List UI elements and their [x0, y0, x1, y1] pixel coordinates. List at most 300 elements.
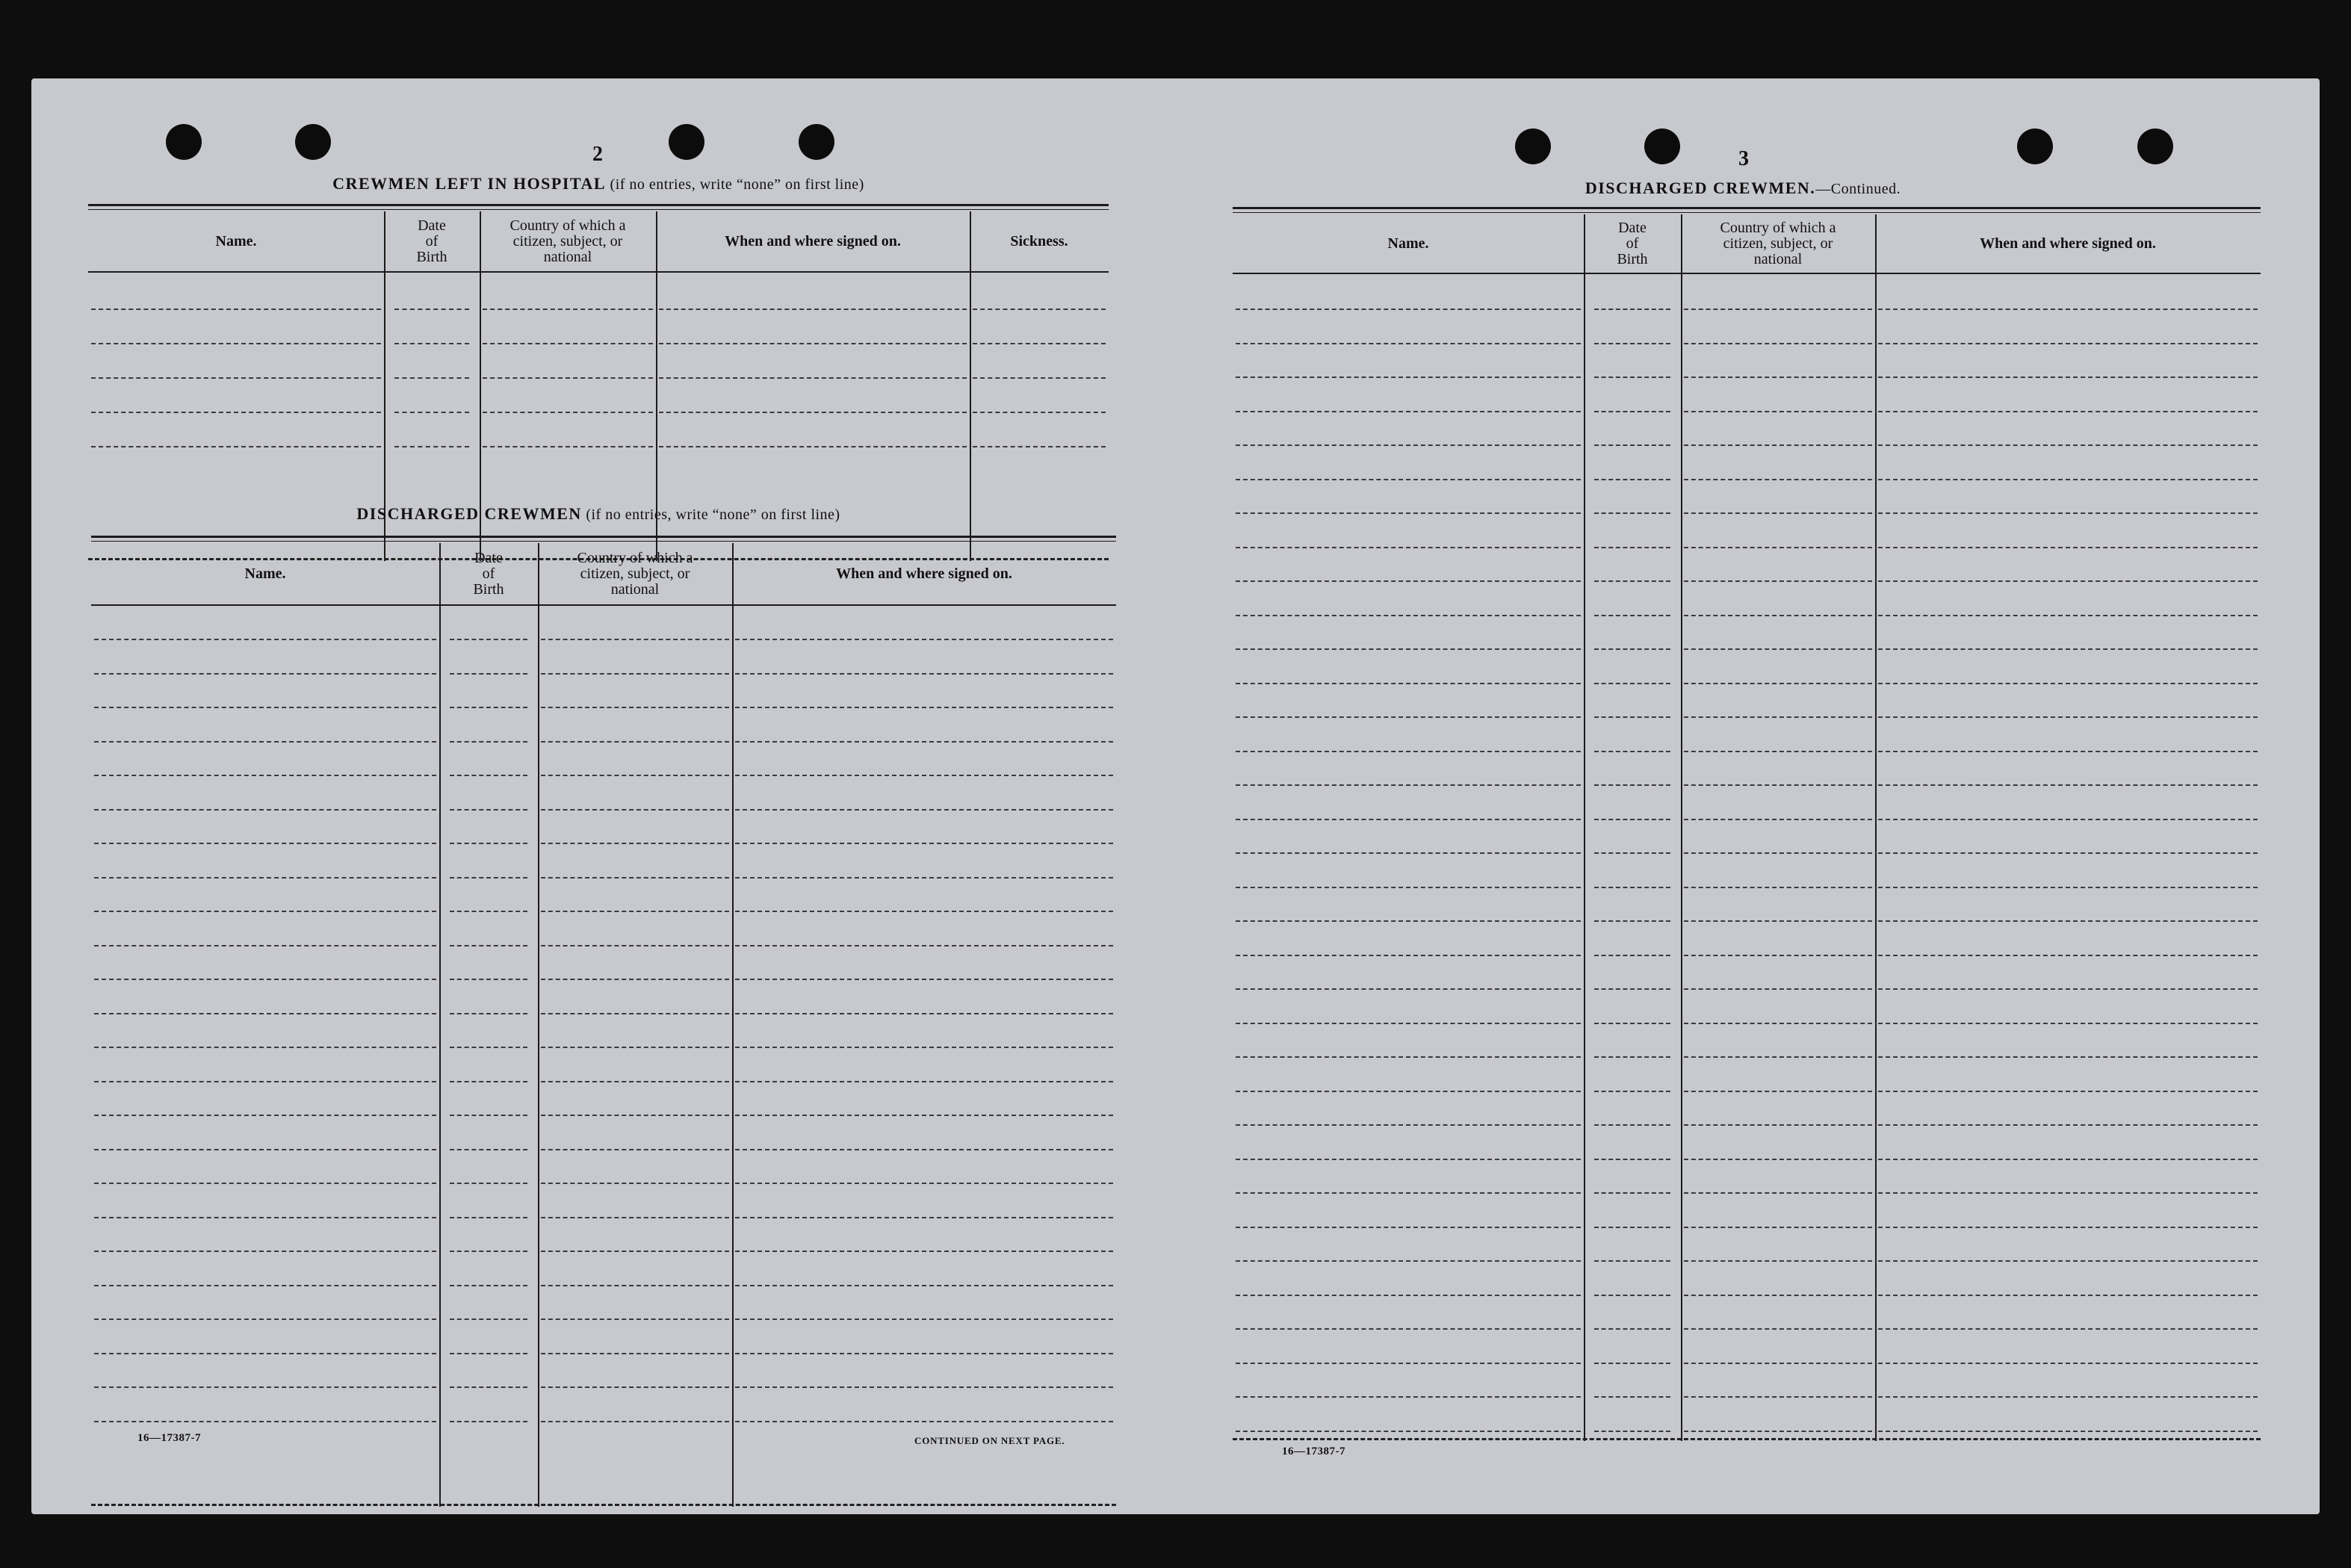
blank-entry-line: [94, 707, 436, 708]
blank-entry-line: [541, 945, 729, 946]
hospital-title-note: (if no entries, write “none” on first line): [610, 176, 864, 193]
column-header-country: Country of which a citizen, subject, or national: [1720, 219, 1836, 267]
column-header-country: Country of which a citizen, subject, or national: [577, 549, 693, 598]
blank-entry-line: [1236, 512, 1581, 514]
table-top-rule: [1233, 207, 2261, 209]
blank-entry-line: [1594, 411, 1670, 412]
punch-hole: [2017, 128, 2053, 164]
blank-entry-line: [1878, 852, 2258, 854]
column-divider: [1681, 214, 1682, 1441]
blank-entry-line: [1684, 784, 1872, 786]
blank-entry-line: [1878, 1192, 2258, 1194]
blank-entry-line: [1878, 1023, 2258, 1024]
continued-on-next-page-note: CONTINUED ON NEXT PAGE.: [914, 1435, 1065, 1446]
blank-entry-line: [1684, 955, 1872, 956]
blank-entry-line: [1878, 1227, 2258, 1228]
blank-entry-line: [1236, 852, 1581, 854]
blank-entry-line: [1878, 547, 2258, 548]
blank-entry-line: [1594, 1396, 1670, 1398]
blank-entry-line: [735, 707, 1113, 708]
blank-entry-line: [1236, 1431, 1581, 1432]
blank-entry-line: [541, 1183, 729, 1184]
blank-entry-line: [1594, 1260, 1670, 1262]
blank-entry-line: [450, 741, 527, 743]
blank-entry-line: [94, 877, 436, 878]
blank-entry-line: [735, 1047, 1113, 1048]
blank-entry-line: [483, 343, 653, 344]
blank-entry-line: [1684, 1260, 1872, 1262]
column-divider: [1875, 214, 1877, 1441]
discharged-continued-table: [1233, 207, 2261, 1441]
blank-entry-line: [91, 412, 381, 413]
blank-entry-line: [94, 1217, 436, 1218]
blank-entry-line: [1236, 444, 1581, 446]
blank-entry-line: [735, 1115, 1113, 1116]
blank-entry-line: [1594, 1124, 1670, 1126]
hospital-table-title: [88, 174, 1109, 193]
blank-entry-line: [1236, 920, 1581, 922]
blank-entry-line: [94, 1149, 436, 1150]
blank-entry-line: [450, 1115, 527, 1116]
blank-entry-line: [450, 1217, 527, 1218]
blank-entry-line: [94, 1318, 436, 1320]
punch-hole: [799, 124, 834, 160]
blank-entry-line: [1236, 784, 1581, 786]
table-top-rule: [88, 209, 1109, 210]
blank-entry-line: [1594, 1431, 1670, 1432]
blank-entry-line: [1236, 479, 1581, 480]
blank-entry-line: [1684, 648, 1872, 650]
blank-entry-line: [1236, 751, 1581, 752]
blank-entry-line: [735, 639, 1113, 640]
blank-entry-line: [1878, 615, 2258, 616]
blank-entry-line: [450, 843, 527, 844]
blank-entry-line: [94, 809, 436, 811]
blank-entry-line: [1684, 716, 1872, 718]
blank-entry-line: [94, 1285, 436, 1286]
blank-entry-line: [1594, 716, 1670, 718]
column-header-name: Name.: [244, 565, 286, 582]
blank-entry-line: [735, 911, 1113, 912]
blank-entry-line: [450, 1251, 527, 1252]
blank-entry-line: [1684, 1328, 1872, 1330]
table-top-rule: [91, 541, 1116, 542]
discharged-continued-title: [1233, 179, 2253, 198]
blank-entry-line: [450, 1149, 527, 1150]
blank-entry-line: [1878, 819, 2258, 820]
blank-entry-line: [1684, 376, 1872, 378]
blank-entry-line: [1684, 683, 1872, 684]
column-divider: [1584, 214, 1585, 1441]
blank-entry-line: [450, 911, 527, 912]
blank-entry-line: [1594, 683, 1670, 684]
blank-entry-line: [450, 979, 527, 980]
blank-entry-line: [94, 979, 436, 980]
blank-entry-line: [1878, 751, 2258, 752]
blank-entry-line: [735, 1318, 1113, 1320]
blank-entry-line: [1594, 887, 1670, 888]
blank-entry-line: [1236, 1124, 1581, 1126]
blank-entry-line: [1684, 1227, 1872, 1228]
blank-entry-line: [1594, 479, 1670, 480]
column-divider: [439, 543, 441, 1507]
blank-entry-line: [94, 1047, 436, 1048]
blank-entry-line: [735, 945, 1113, 946]
blank-entry-line: [1236, 1295, 1581, 1296]
punch-hole: [2137, 128, 2173, 164]
blank-entry-line: [1594, 852, 1670, 854]
blank-entry-line: [91, 309, 381, 310]
discharged-title-bold: DISCHARGED CREWMEN: [356, 504, 582, 523]
column-header-sickness: Sickness.: [1010, 232, 1068, 250]
column-divider: [538, 543, 539, 1507]
blank-entry-line: [1878, 309, 2258, 310]
blank-entry-line: [1594, 920, 1670, 922]
blank-entry-line: [1594, 988, 1670, 990]
blank-entry-line: [1878, 1056, 2258, 1058]
blank-entry-line: [394, 343, 469, 344]
blank-entry-line: [735, 741, 1113, 743]
blank-entry-line: [94, 1081, 436, 1082]
blank-entry-line: [1878, 1431, 2258, 1432]
blank-entry-line: [94, 775, 436, 776]
header-rule: [91, 604, 1116, 606]
blank-entry-line: [1236, 1363, 1581, 1364]
column-header-name: Name.: [215, 232, 257, 250]
blank-entry-line: [1878, 1124, 2258, 1126]
blank-entry-line: [1878, 988, 2258, 990]
blank-entry-line: [735, 1421, 1113, 1422]
blank-entry-line: [94, 945, 436, 946]
blank-entry-line: [1236, 1227, 1581, 1228]
blank-entry-line: [483, 412, 653, 413]
blank-entry-line: [1878, 648, 2258, 650]
punch-hole: [1515, 128, 1551, 164]
blank-entry-line: [1236, 376, 1581, 378]
blank-entry-line: [973, 446, 1106, 447]
blank-entry-line: [450, 809, 527, 811]
blank-entry-line: [541, 1353, 729, 1354]
blank-entry-line: [735, 1183, 1113, 1184]
blank-entry-line: [1878, 1295, 2258, 1296]
blank-entry-line: [1684, 444, 1872, 446]
blank-entry-line: [541, 1081, 729, 1082]
blank-entry-line: [1878, 784, 2258, 786]
blank-entry-line: [735, 877, 1113, 878]
blank-entry-line: [659, 377, 967, 379]
table-bottom-rule: [91, 1504, 1116, 1506]
blank-entry-line: [1684, 1023, 1872, 1024]
blank-entry-line: [1236, 887, 1581, 888]
blank-entry-line: [541, 1285, 729, 1286]
blank-entry-line: [450, 673, 527, 675]
blank-entry-line: [1878, 1363, 2258, 1364]
discharged-continued-title-note: —Continued.: [1815, 181, 1901, 197]
blank-entry-line: [1684, 547, 1872, 548]
blank-entry-line: [1684, 751, 1872, 752]
blank-entry-line: [450, 1081, 527, 1082]
punch-hole: [295, 124, 331, 160]
blank-entry-line: [541, 1318, 729, 1320]
blank-entry-line: [94, 1013, 436, 1014]
blank-entry-line: [1236, 1328, 1581, 1330]
blank-entry-line: [541, 1251, 729, 1252]
blank-entry-line: [1878, 1328, 2258, 1330]
blank-entry-line: [1684, 920, 1872, 922]
blank-entry-line: [1684, 1091, 1872, 1092]
blank-entry-line: [541, 1047, 729, 1048]
blank-entry-line: [450, 1318, 527, 1320]
blank-entry-line: [735, 1217, 1113, 1218]
blank-entry-line: [1684, 479, 1872, 480]
column-header-country: Country of which a citizen, subject, or national: [509, 217, 626, 265]
form-number-left: 16—17387-7: [137, 1432, 201, 1444]
header-rule: [88, 271, 1109, 273]
discharged-title-note: (if no entries, write “none” on first line): [586, 506, 840, 523]
blank-entry-line: [1878, 887, 2258, 888]
blank-entry-line: [541, 911, 729, 912]
blank-entry-line: [541, 1115, 729, 1116]
blank-entry-line: [1684, 512, 1872, 514]
blank-entry-line: [94, 673, 436, 675]
blank-entry-line: [1878, 343, 2258, 344]
blank-entry-line: [1594, 615, 1670, 616]
blank-entry-line: [450, 775, 527, 776]
blank-entry-line: [541, 1421, 729, 1422]
blank-entry-line: [1594, 648, 1670, 650]
blank-entry-line: [1684, 580, 1872, 582]
blank-entry-line: [1878, 1091, 2258, 1092]
blank-entry-line: [735, 1081, 1113, 1082]
blank-entry-line: [541, 809, 729, 811]
blank-entry-line: [735, 1353, 1113, 1354]
blank-entry-line: [483, 309, 653, 310]
blank-entry-line: [541, 843, 729, 844]
blank-entry-line: [450, 639, 527, 640]
discharged-table-title: [88, 504, 1109, 524]
blank-entry-line: [450, 1353, 527, 1354]
blank-entry-line: [94, 1183, 436, 1184]
blank-entry-line: [735, 673, 1113, 675]
blank-entry-line: [1684, 852, 1872, 854]
blank-entry-line: [541, 1013, 729, 1014]
blank-entry-line: [1594, 819, 1670, 820]
blank-entry-line: [541, 979, 729, 980]
blank-entry-line: [1236, 615, 1581, 616]
blank-entry-line: [735, 979, 1113, 980]
table-bottom-rule: [1233, 1438, 2261, 1440]
blank-entry-line: [1594, 1363, 1670, 1364]
punch-hole: [1644, 128, 1680, 164]
blank-entry-line: [541, 877, 729, 878]
blank-entry-line: [1236, 1056, 1581, 1058]
blank-entry-line: [1684, 411, 1872, 412]
blank-entry-line: [1236, 1091, 1581, 1092]
blank-entry-line: [94, 1421, 436, 1422]
blank-entry-line: [91, 343, 381, 344]
blank-entry-line: [1684, 1363, 1872, 1364]
blank-entry-line: [1594, 955, 1670, 956]
column-divider: [732, 543, 734, 1507]
blank-entry-line: [1684, 309, 1872, 310]
column-header-date-of-birth: Date of Birth: [473, 549, 504, 598]
blank-entry-line: [1878, 920, 2258, 922]
blank-entry-line: [1594, 512, 1670, 514]
blank-entry-line: [1236, 547, 1581, 548]
blank-entry-line: [394, 446, 469, 447]
blank-entry-line: [541, 707, 729, 708]
blank-entry-line: [1684, 1056, 1872, 1058]
blank-entry-line: [1684, 988, 1872, 990]
blank-entry-line: [1594, 1328, 1670, 1330]
blank-entry-line: [1878, 512, 2258, 514]
blank-entry-line: [1878, 955, 2258, 956]
blank-entry-line: [394, 412, 469, 413]
blank-entry-line: [450, 1285, 527, 1286]
blank-entry-line: [1236, 819, 1581, 820]
blank-entry-line: [1878, 1260, 2258, 1262]
blank-entry-line: [1236, 1396, 1581, 1398]
blank-entry-line: [659, 446, 967, 447]
blank-entry-line: [1236, 580, 1581, 582]
blank-entry-line: [94, 1353, 436, 1354]
blank-entry-line: [1684, 1159, 1872, 1160]
blank-entry-line: [973, 412, 1106, 413]
blank-entry-line: [1684, 343, 1872, 344]
blank-entry-line: [1236, 683, 1581, 684]
blank-entry-line: [450, 945, 527, 946]
blank-entry-line: [973, 343, 1106, 344]
blank-entry-line: [541, 673, 729, 675]
blank-entry-line: [541, 741, 729, 743]
blank-entry-line: [1878, 376, 2258, 378]
blank-entry-line: [94, 639, 436, 640]
column-header-date-of-birth: Date of Birth: [416, 217, 447, 265]
page-number-right: 3: [1738, 147, 1749, 170]
blank-entry-line: [1594, 580, 1670, 582]
blank-entry-line: [91, 446, 381, 447]
blank-entry-line: [1878, 716, 2258, 718]
blank-entry-line: [1594, 444, 1670, 446]
blank-entry-line: [1594, 1056, 1670, 1058]
blank-entry-line: [450, 1183, 527, 1184]
blank-entry-line: [735, 1013, 1113, 1014]
blank-entry-line: [973, 377, 1106, 379]
blank-entry-line: [1594, 1159, 1670, 1160]
blank-entry-line: [1684, 1192, 1872, 1194]
blank-entry-line: [94, 741, 436, 743]
blank-entry-line: [450, 707, 527, 708]
blank-entry-line: [394, 377, 469, 379]
blank-entry-line: [973, 309, 1106, 310]
blank-entry-line: [1594, 1023, 1670, 1024]
blank-entry-line: [394, 309, 469, 310]
blank-entry-line: [735, 1386, 1113, 1388]
blank-entry-line: [1878, 1159, 2258, 1160]
blank-entry-line: [1684, 1396, 1872, 1398]
blank-entry-line: [735, 1251, 1113, 1252]
blank-entry-line: [1684, 887, 1872, 888]
blank-entry-line: [450, 1047, 527, 1048]
blank-entry-line: [1684, 1431, 1872, 1432]
blank-entry-line: [1236, 1260, 1581, 1262]
blank-entry-line: [1594, 376, 1670, 378]
blank-entry-line: [1236, 955, 1581, 956]
blank-entry-line: [541, 639, 729, 640]
blank-entry-line: [450, 1421, 527, 1422]
blank-entry-line: [1594, 547, 1670, 548]
blank-entry-line: [735, 843, 1113, 844]
blank-entry-line: [94, 1251, 436, 1252]
blank-entry-line: [1878, 411, 2258, 412]
blank-entry-line: [1878, 1396, 2258, 1398]
blank-entry-line: [1236, 343, 1581, 344]
blank-entry-line: [94, 911, 436, 912]
blank-entry-line: [483, 446, 653, 447]
blank-entry-line: [1684, 819, 1872, 820]
column-header-when-where-signed: When and where signed on.: [725, 232, 901, 250]
blank-entry-line: [1236, 1192, 1581, 1194]
blank-entry-line: [735, 809, 1113, 811]
blank-entry-line: [541, 1149, 729, 1150]
blank-entry-line: [1878, 479, 2258, 480]
blank-entry-line: [1878, 580, 2258, 582]
blank-entry-line: [1236, 411, 1581, 412]
table-top-rule: [88, 204, 1109, 206]
blank-entry-line: [450, 1013, 527, 1014]
blank-entry-line: [541, 775, 729, 776]
blank-entry-line: [1236, 988, 1581, 990]
blank-entry-line: [659, 343, 967, 344]
blank-entry-line: [1684, 1124, 1872, 1126]
blank-entry-line: [94, 1386, 436, 1388]
blank-entry-line: [541, 1217, 729, 1218]
form-number-right: 16—17387-7: [1282, 1445, 1345, 1457]
blank-entry-line: [94, 843, 436, 844]
blank-entry-line: [1236, 648, 1581, 650]
blank-entry-line: [735, 1149, 1113, 1150]
blank-entry-line: [1236, 1023, 1581, 1024]
blank-entry-line: [735, 775, 1113, 776]
blank-entry-line: [1594, 1192, 1670, 1194]
form-sheet: [31, 78, 2320, 1514]
table-top-rule: [91, 536, 1116, 538]
blank-entry-line: [1684, 1295, 1872, 1296]
blank-entry-line: [94, 1115, 436, 1116]
blank-entry-line: [1594, 343, 1670, 344]
hospital-title-bold: CREWMEN LEFT IN HOSPITAL: [332, 174, 607, 193]
blank-entry-line: [1236, 309, 1581, 310]
blank-entry-line: [1594, 1091, 1670, 1092]
blank-entry-line: [659, 412, 967, 413]
page-number-left: 2: [592, 143, 603, 166]
blank-entry-line: [1878, 683, 2258, 684]
blank-entry-line: [1594, 1295, 1670, 1296]
blank-entry-line: [659, 309, 967, 310]
blank-entry-line: [1594, 784, 1670, 786]
blank-entry-line: [1594, 309, 1670, 310]
header-rule: [1233, 273, 2261, 274]
column-header-when-where-signed: When and where signed on.: [836, 565, 1012, 582]
blank-entry-line: [450, 1386, 527, 1388]
discharged-continued-title-bold: DISCHARGED CREWMEN.: [1585, 179, 1816, 197]
column-header-when-where-signed: When and where signed on.: [1980, 235, 2156, 252]
blank-entry-line: [450, 877, 527, 878]
punch-hole: [669, 124, 704, 160]
column-header-date-of-birth: Date of Birth: [1617, 219, 1648, 267]
table-top-rule: [1233, 212, 2261, 213]
blank-entry-line: [1236, 716, 1581, 718]
